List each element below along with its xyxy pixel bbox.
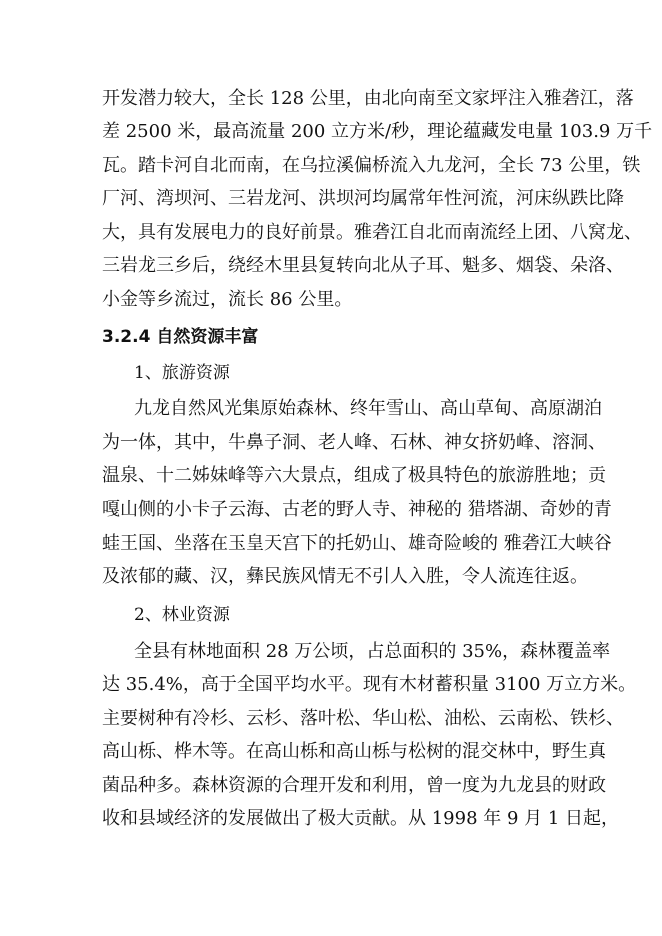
paragraph-2-line-6: 及浓郁的藏、汉，彝民族风情无不引人入胜，令人流连往返。 xyxy=(102,566,588,587)
paragraph-1-line-1: 开发潜力较大，全长 128 公里，由北向南至文家坪注入雅砻江，落 xyxy=(102,88,634,109)
paragraph-1-line-6: 三岩龙三乡后，绕经木里县复转向北从子耳、魁多、烟袋、朵洛、 xyxy=(102,255,624,276)
paragraph-3-line-3: 主要树种有冷杉、云杉、落叶松、华山松、油松、云南松、铁杉、 xyxy=(102,708,624,729)
paragraph-2-line-5: 蛙王国、坐落在玉皇天宫下的托奶山、雄奇险峻的 雅砻江大峡谷 xyxy=(102,533,612,554)
paragraph-2-line-1: 九龙自然风光集原始森林、终年雪山、高山草甸、高原湖泊 xyxy=(134,398,602,419)
paragraph-1-line-7: 小金等乡流过，流长 86 公里。 xyxy=(102,289,353,310)
paragraph-2-line-2: 为一体，其中，牛鼻子洞、老人峰、石林、神女挤奶峰、溶洞、 xyxy=(102,432,606,453)
paragraph-1-line-4: 厂河、湾坝河、三岩龙河、洪坝河均属常年性河流，河床纵跌比降 xyxy=(102,188,624,209)
paragraph-1-line-3: 瓦。踏卡河自北而南，在乌拉溪偏桥流入九龙河，全长 73 公里，铁 xyxy=(102,155,641,176)
section-heading: 3.2.4 自然资源丰富 xyxy=(102,327,259,347)
subsection-tourism-heading: 1、旅游资源 xyxy=(134,363,230,383)
paragraph-3-line-6: 收和县域经济的发展做出了极大贡献。从 1998 年 9 月 1 日起， xyxy=(102,808,620,829)
paragraph-3-line-1: 全县有林地面积 28 万公顷，占总面积的 35%，森林覆盖率 xyxy=(134,641,611,662)
paragraph-1-line-2: 差 2500 米，最高流量 200 立方米/秒，理论蕴藏发电量 103.9 万千 xyxy=(102,121,653,142)
paragraph-1-line-5: 大，具有发展电力的良好前景。雅砻江自北而南流经上团、八窝龙、 xyxy=(102,222,642,243)
paragraph-2-line-3: 温泉、十二姊妹峰等六大景点，组成了极具特色的旅游胜地；贡 xyxy=(102,465,606,486)
paragraph-3-line-4: 高山栎、桦木等。在高山栎和高山栎与松树的混交林中，野生真 xyxy=(102,741,606,762)
subsection-forestry-heading: 2、林业资源 xyxy=(134,605,230,625)
paragraph-3-line-5: 菌品种多。森林资源的合理开发和利用，曾一度为九龙县的财政 xyxy=(102,775,606,796)
paragraph-3-line-2: 达 35.4%，高于全国平均水平。现有木材蓄积量 3100 万立方米。 xyxy=(102,674,637,695)
paragraph-2-line-4: 嘎山侧的小卡子云海、古老的野人寺、神秘的 猎塔湖、奇妙的青 xyxy=(102,499,612,520)
